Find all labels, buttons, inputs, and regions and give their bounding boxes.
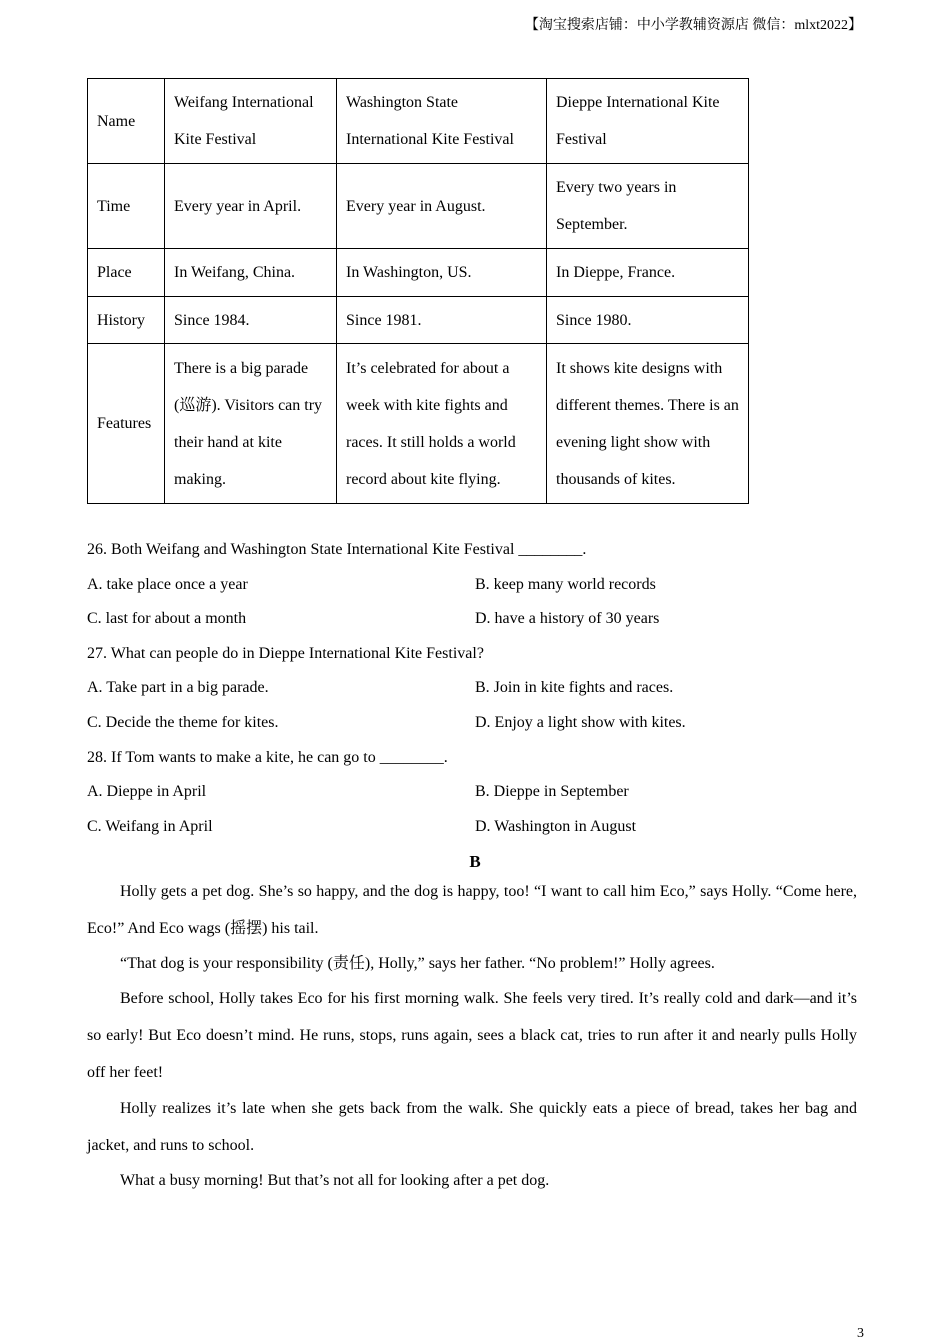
answer-option[interactable]: C. Decide the theme for kites. [87,714,279,731]
question-stem: 27. What can people do in Dieppe International Kite Festival? [87,644,484,662]
answer-option[interactable]: C. last for about a month [87,610,247,628]
page-number: 3 [857,1326,864,1341]
table-row [88,344,749,504]
table-cell: Every year in August. [337,164,547,249]
table-cell: Since 1981. [337,297,547,344]
table-row [88,297,749,344]
header-banner: 【淘宝搜索店铺：中小学教辅资源店 微信：mlxt2022】 [524,18,862,33]
answer-option[interactable]: A. take place once a year [87,575,248,593]
table-cell: Dieppe International Kite Festival [547,79,749,164]
answer-option[interactable]: B. Join in kite fights and races. [475,679,674,697]
answer-option[interactable]: D. Washington in August [475,817,637,835]
table-cell: Every year in April. [165,164,337,249]
row-header: Name [88,79,165,164]
table-cell: Since 1984. [165,297,337,344]
row-header: History [88,297,165,344]
table-cell: In Dieppe, France. [547,249,749,297]
passage-paragraph: Before school, Holly takes Eco for his first morning walk. She feels very tired. It’s really cold and dark—and it’s so early! But Eco doesn’t mind. He runs, stops, runs again, sees a black cat, tries to run after it and nearly pulls Holly off her feet! [87,990,857,1081]
table-cell: It shows kite designs with different themes. There is an evening light show with thousands of kites. [547,344,749,504]
question-stem: 28. If Tom wants to make a kite, he can go to ________. [87,748,448,766]
row-header: Features [88,344,165,504]
table-cell: Weifang International Kite Festival [165,79,337,164]
table-cell: In Weifang, China. [165,249,337,297]
passage-paragraph: “That dog is your responsibility (责任), Holly,” says her father. “No problem!” Holly agrees. [120,955,715,972]
answer-option[interactable]: B. keep many world records [475,575,656,593]
answer-option[interactable]: A. Take part in a big parade. [87,679,269,697]
passage-paragraph: Holly gets a pet dog. She’s so happy, and the dog is happy, too! “I want to call him Eco,” says Holly. “Come here, Eco!” And Eco wags (摇摆) his tail. [87,883,857,937]
passage-paragraph: Holly realizes it’s late when she gets back from the walk. She quickly eats a piece of bread, takes her bag and jacket, and runs to school. [87,1100,857,1154]
table-cell: Every two years in September. [547,164,749,249]
table-row [88,164,749,249]
table-cell: There is a big parade (巡游). Visitors can try their hand at kite making. [165,344,337,504]
answer-option[interactable]: C. Weifang in April [87,817,213,835]
table-row [88,249,749,297]
kite-festival-table [87,78,749,504]
answer-option[interactable]: D. Enjoy a light show with kites. [475,714,686,731]
question-stem: 26. Both Weifang and Washington State International Kite Festival ________. [87,541,587,558]
passage-paragraph: What a busy morning! But that’s not all for looking after a pet dog. [120,1172,550,1189]
answer-option[interactable]: A. Dieppe in April [87,783,207,801]
table-cell: Washington State International Kite Festival [337,79,547,164]
answer-option[interactable]: D. have a history of 30 years [475,610,660,628]
row-header: Time [88,164,165,249]
section-heading: B [469,852,481,871]
table-cell: In Washington, US. [337,249,547,297]
table-cell: It’s celebrated for about a week with kite fights and races. It still holds a world record about kite flying. [337,344,547,504]
table-row [88,79,749,164]
table-cell: Since 1980. [547,297,749,344]
answer-option[interactable]: B. Dieppe in September [475,783,629,801]
row-header: Place [88,249,165,297]
